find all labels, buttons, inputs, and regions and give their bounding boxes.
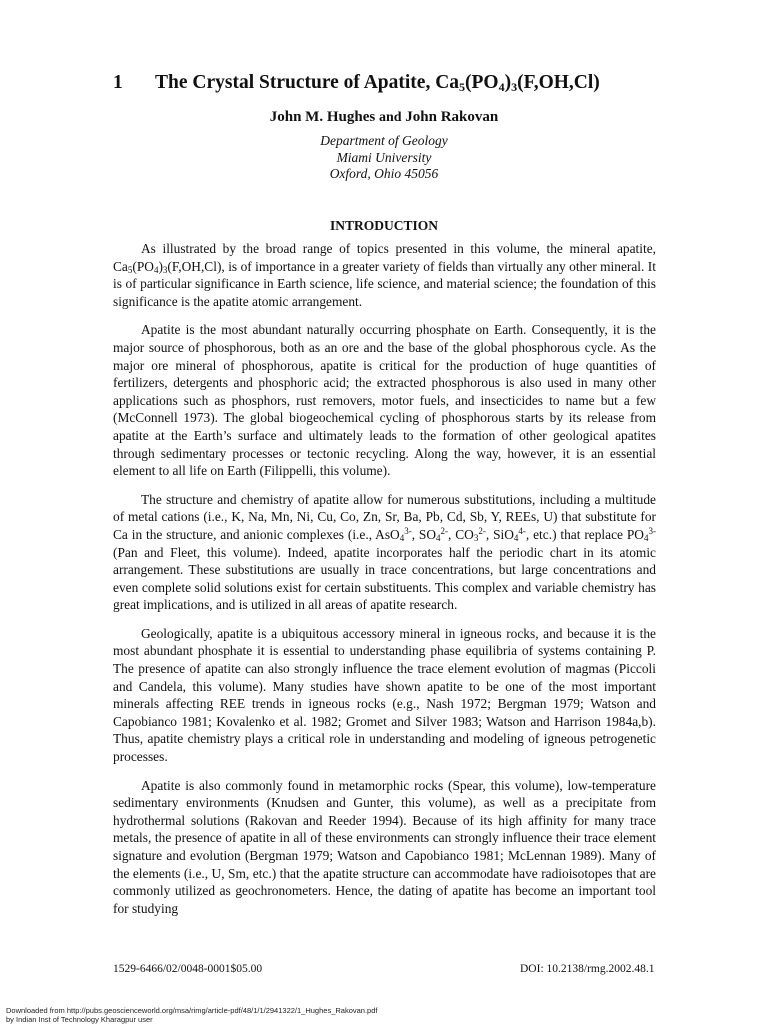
chapter-title: 1 The Crystal Structure of Apatite, $Ca_5(PO_4)_3(F,OH,Cl)$ [113,72,600,94]
download-url[interactable]: Downloaded from http://pubs.geoscienceworld.org/msa/rimg/article-pdf/48/1/1/2941322/1_Hughes_Rakovan.pdf [6,1006,378,1015]
paragraph: Apatite is the most abundant naturally occurring phosphate on Earth. Consequently, it is the major source of phosphorous, both as an ore and the base of the global phosphorous cycle. As the major ore mineral of phosphorous, apatite is critical for the production of huge quantities of fertilizers, detergents and phosphoric acid; the extracted phosphorous is also used in many other applications such as phosphors, rust removers, motor fuels, and insecticides to name but a few (McConnell 1973). The global biogeochemical cycling of phosphorous starts by its release from apatite at the Earth’s surface and ultimately leads to the formation of other geological apatites through sedimentary processes or tectonic recycling. Along the way, however, it is an essential element to all life on Earth (Filippelli, this volume). [113,322,656,479]
affiliation-university: Miami University [336,149,432,165]
author-name: John M. Hughes [269,109,376,125]
author-line [0,109,768,126]
body-text [113,240,656,928]
paragraph: The structure and chemistry of apatite allow for numerous substitutions, including a multitude of metal cations (i.e., K, Na, Mn, Ni, Cu, Co, Zn, Sr, Ba, Pb, Cd, Sb, Y, REEs, U) that substitute for Ca in the structure, and anionic complexes (i.e., AsO$_4^{3-}$, $SO_4^{2-}$, $CO_3^{2-}$, SiO$_4^{4-}$, etc.) that replace $PO_4^{3-}$ (Pan and Fleet, this volume). Indeed, apatite incorporates half the periodic chart in its atomic arrangement. These substitutions are usually in trace concentrations, but large concentrations and even complete solid solutions exist for certain substituents. This complex and variable chemistry has great implications, and is utilized in all areas of apatite research. [113,491,656,613]
author-conjunction: and [378,110,402,125]
download-user: by Indian Inst of Technology Kharagpur user [6,1015,153,1024]
section-heading: INTRODUCTION [329,218,438,233]
affiliation-department: Department of Geology [320,133,448,148]
chapter-number: 1 [113,72,123,93]
affiliation-city: Oxford, Ohio 45056 [329,166,439,181]
issn-code: 1529-6466/02/0048-0001$05.00 [113,963,263,975]
paragraph: Geologically, apatite is a ubiquitous accessory mineral in igneous rocks, and because it is the most abundant phosphate it is essential to understanding phase equilibria of systems containing P. The presence of apatite can also strongly influence the trace element evolution of magmas (Piccoli and Candela, this volume). Many studies have shown apatite to be one of the most important minerals affecting REE trends in igneous rocks (e.g., Nash 1972; Bergman 1979; Watson and Capobianco 1981; Kovalenko et al. 1982; Gromet and Silver 1983; Watson and Harrison 1984a,b). Thus, apatite chemistry plays a critical role in understanding and modeling of igneous petrogenetic processes. [113,625,656,765]
author-name: John Rakovan [405,109,499,125]
paragraph: Apatite is also commonly found in metamorphic rocks (Spear, this volume), low-temperature sedimentary environments (Knudsen and Gunter, this volume), as well as a precipitate from hydrothermal solutions (Rakovan and Reeder 1994). Because of its high affinity for many trace metals, the presence of apatite in all of these environments can strongly influence their trace element signature and evolution (Bergman 1979; Watson and Capobianco 1981; McLennan 1989). Many of the elements (i.e., U, Sm, etc.) that the apatite structure can accommodate have radioisotopes that are commonly utilized as geochronometers. Hence, the dating of apatite has become an important tool for studying [113,777,656,916]
download-notice [6,1006,706,1024]
paragraph: As illustrated by the broad range of topics presented in this volume, the mineral apatite, $Ca_5(PO_4)_3(F,OH,Cl)$, is of importance in a greater variety of fields than virtually any other mineral. It is of particular significance in Earth science, life science, and material science; the foundation of this significance is the apatite atomic arrangement. [113,241,656,309]
doi-label[interactable]: DOI: 10.2138/rmg.2002.48.1 [520,963,655,975]
affiliation [0,133,768,183]
